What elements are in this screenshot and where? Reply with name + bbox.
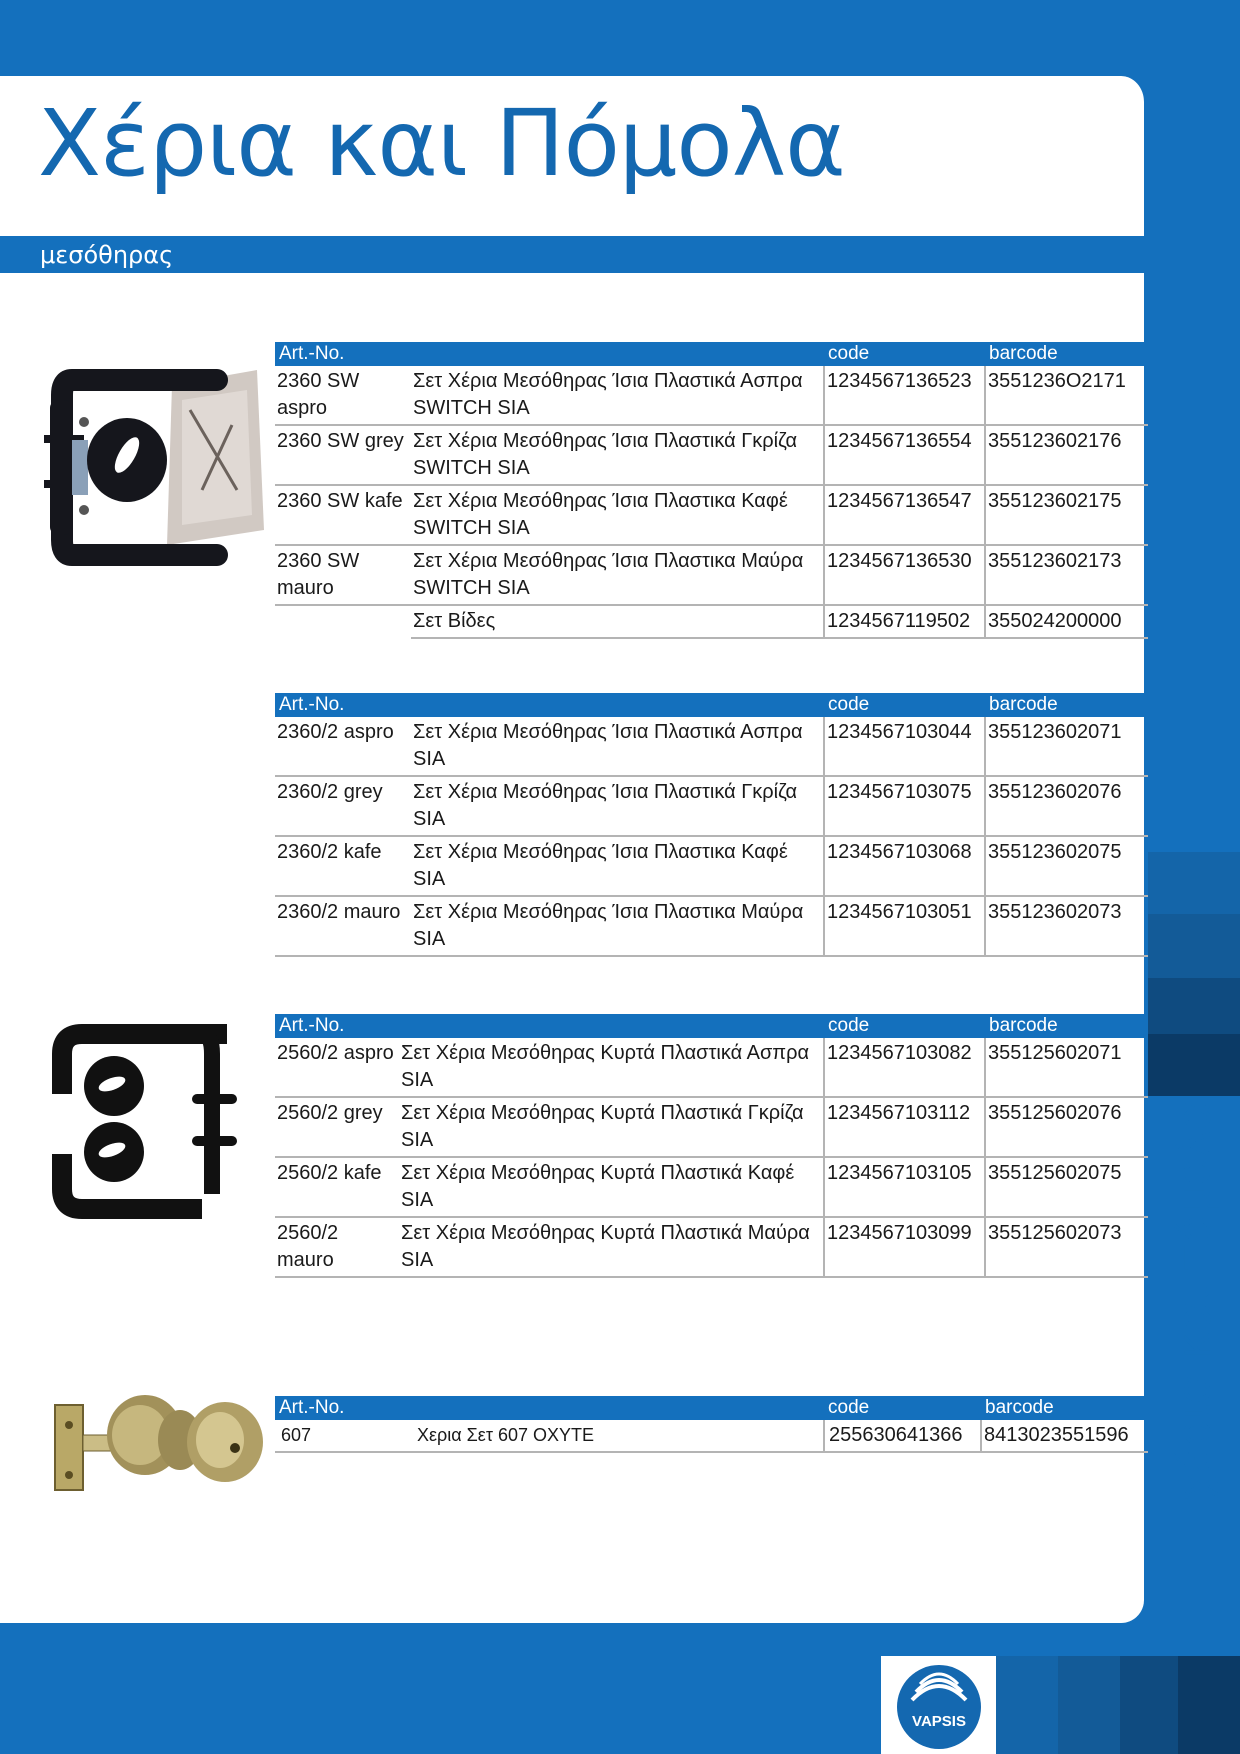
art-no-cell: 2360/2 kafe	[275, 836, 411, 896]
header-art-no: Art.-No.	[275, 693, 411, 717]
header-art-no: Art.-No.	[275, 1396, 411, 1420]
description-cell: Σετ Χέρια Μεσόθηρας Ίσια Πλαστικά Γκρίζα SIA	[411, 776, 824, 836]
code-cell: 1234567136547	[824, 485, 985, 545]
product-table	[275, 693, 1148, 957]
description-cell: Σετ Χέρια Μεσόθηρας Ίσια Πλαστικά Γκρίζα SWITCH SIA	[411, 425, 824, 485]
handle-straight-image	[42, 340, 264, 585]
code-cell: 1234567103068	[824, 836, 985, 896]
barcode-cell: 355123602075	[985, 836, 1148, 896]
table-row	[275, 1038, 1148, 1097]
barcode-cell: 355123602176	[985, 425, 1148, 485]
code-cell: 1234567136523	[824, 366, 985, 425]
description-cell: Σετ Χέρια Μεσόθηρας Ίσια Πλαστικά Ασπρα SWITCH SIA	[411, 366, 824, 425]
code-cell: 1234567103082	[824, 1038, 985, 1097]
barcode-cell: 3551236O2171	[985, 366, 1148, 425]
table-row	[275, 485, 1148, 545]
table-header	[275, 1396, 1148, 1420]
code-cell: 1234567103112	[824, 1097, 985, 1157]
code-cell: 1234567136554	[824, 425, 985, 485]
table-row	[275, 425, 1148, 485]
art-no-cell: 2360/2 mauro	[275, 896, 411, 956]
side-title-text: χέρια και πόμολα	[1167, 1100, 1221, 1500]
header-description	[411, 342, 824, 366]
header-description	[411, 693, 824, 717]
table-row	[275, 605, 1148, 638]
art-no-cell: 2360 SW aspro	[275, 366, 411, 425]
code-cell: 1234567136530	[824, 545, 985, 605]
barcode-cell: 355024200000	[985, 605, 1148, 638]
table-row	[275, 836, 1148, 896]
art-no-cell: 2360/2 aspro	[275, 717, 411, 776]
page-title: Χέρια και Πόμολα	[38, 90, 845, 197]
table-row	[275, 1097, 1148, 1157]
header-description	[411, 1396, 824, 1420]
description-cell: Σετ Χέρια Μεσόθηρας Ίσια Πλαστικα Καφέ SIA	[411, 836, 824, 896]
code-cell: 1234567103044	[824, 717, 985, 776]
barcode-cell: 355123602076	[985, 776, 1148, 836]
product-table	[275, 342, 1148, 639]
handle-curved-image	[52, 1024, 242, 1219]
table-row	[275, 717, 1148, 776]
table-row	[275, 776, 1148, 836]
vapsis-logo	[894, 1662, 984, 1750]
header-code: code	[824, 1014, 985, 1038]
barcode-cell: 355125602076	[985, 1097, 1148, 1157]
header-code: code	[824, 342, 985, 366]
knob-lock-image	[30, 1380, 265, 1495]
code-cell: 255630641366	[824, 1420, 981, 1452]
barcode-cell: 355123602073	[985, 896, 1148, 956]
description-cell: Σετ Χέρια Μεσόθηρας Κυρτά Πλαστικά Γκρίζα SIA	[399, 1097, 824, 1157]
art-no-cell: 2360 SW kafe	[275, 485, 411, 545]
description-cell: Σετ Χέρια Μεσόθηρας Ίσια Πλαστικα Μαύρα SIA	[411, 896, 824, 956]
code-cell: 1234567103105	[824, 1157, 985, 1217]
header-description	[399, 1014, 824, 1038]
art-no-cell: 2360 SW mauro	[275, 545, 411, 605]
art-no-cell: 607	[275, 1420, 411, 1452]
header-code: code	[824, 1396, 981, 1420]
barcode-cell: 355125602075	[985, 1157, 1148, 1217]
code-cell: 1234567103099	[824, 1217, 985, 1277]
barcode-cell: 355123602175	[985, 485, 1148, 545]
description-cell: Σετ Χέρια Μεσόθηρας Κυρτά Πλαστικά Μαύρα SIA	[399, 1217, 824, 1277]
table-row	[275, 1157, 1148, 1217]
table-header	[275, 693, 1148, 717]
barcode-cell: 355125602071	[985, 1038, 1148, 1097]
brand-text: VAPSIS	[912, 1713, 966, 1730]
art-no-cell: 2560/2 aspro	[275, 1038, 399, 1097]
side-title	[1148, 1100, 1240, 1500]
table-row	[275, 545, 1148, 605]
description-cell: Σετ Χέρια Μεσόθηρας Ίσια Πλαστικά Ασπρα SIA	[411, 717, 824, 776]
description-cell: Σετ Χέρια Μεσόθηρας Ίσια Πλαστικα Καφέ SWITCH SIA	[411, 485, 824, 545]
code-cell: 1234567119502	[824, 605, 985, 638]
art-no-cell: 2360 SW grey	[275, 425, 411, 485]
art-no-cell: 2560/2 kafe	[275, 1157, 399, 1217]
header-art-no: Art.-No.	[275, 342, 411, 366]
table-row	[275, 1217, 1148, 1277]
side-shade-block	[1148, 1034, 1240, 1096]
description-cell: Σετ Χέρια Μεσόθηρας Κυρτά Πλαστικά Καφέ SIA	[399, 1157, 824, 1217]
header-barcode: barcode	[985, 693, 1148, 717]
art-no-cell: 2560/2 grey	[275, 1097, 399, 1157]
description-cell: Σετ Χέρια Μεσόθηρας Κυρτά Πλαστικά Ασπρα SIA	[399, 1038, 824, 1097]
table-header	[275, 342, 1148, 366]
top-band	[0, 0, 1240, 78]
art-no-cell: 2560/2 mauro	[275, 1217, 399, 1277]
barcode-cell: 355123602173	[985, 545, 1148, 605]
bottom-shade-block	[1058, 1656, 1120, 1754]
bottom-shade-block	[996, 1656, 1058, 1754]
header-barcode: barcode	[985, 1014, 1148, 1038]
barcode-cell: 355125602073	[985, 1217, 1148, 1277]
table-row	[275, 896, 1148, 956]
description-cell: Χερια Σετ 607 OXYTE	[411, 1420, 824, 1452]
header-code: code	[824, 693, 985, 717]
description-cell: Σετ Χέρια Μεσόθηρας Ίσια Πλαστικα Μαύρα SWITCH SIA	[411, 545, 824, 605]
product-table	[275, 1014, 1148, 1278]
bottom-shade-block	[1178, 1656, 1240, 1754]
art-no-cell	[275, 605, 411, 638]
header-art-no: Art.-No.	[275, 1014, 399, 1038]
table-row	[275, 1420, 1148, 1452]
side-shade-block	[1148, 978, 1240, 1034]
barcode-cell: 355123602071	[985, 717, 1148, 776]
code-cell: 1234567103075	[824, 776, 985, 836]
side-shade-block	[1148, 852, 1240, 914]
product-table	[275, 1396, 1148, 1453]
art-no-cell: 2360/2 grey	[275, 776, 411, 836]
table-header	[275, 1014, 1148, 1038]
table-row	[275, 366, 1148, 425]
barcode-cell: 8413023551596	[981, 1420, 1148, 1452]
header-barcode: barcode	[985, 342, 1148, 366]
header-barcode: barcode	[981, 1396, 1148, 1420]
bottom-shade-block	[1120, 1656, 1178, 1754]
side-shade-block	[1148, 914, 1240, 978]
code-cell: 1234567103051	[824, 896, 985, 956]
page-subtitle: μεσόθηρας	[40, 241, 174, 269]
description-cell: Σετ Βίδες	[411, 605, 824, 638]
